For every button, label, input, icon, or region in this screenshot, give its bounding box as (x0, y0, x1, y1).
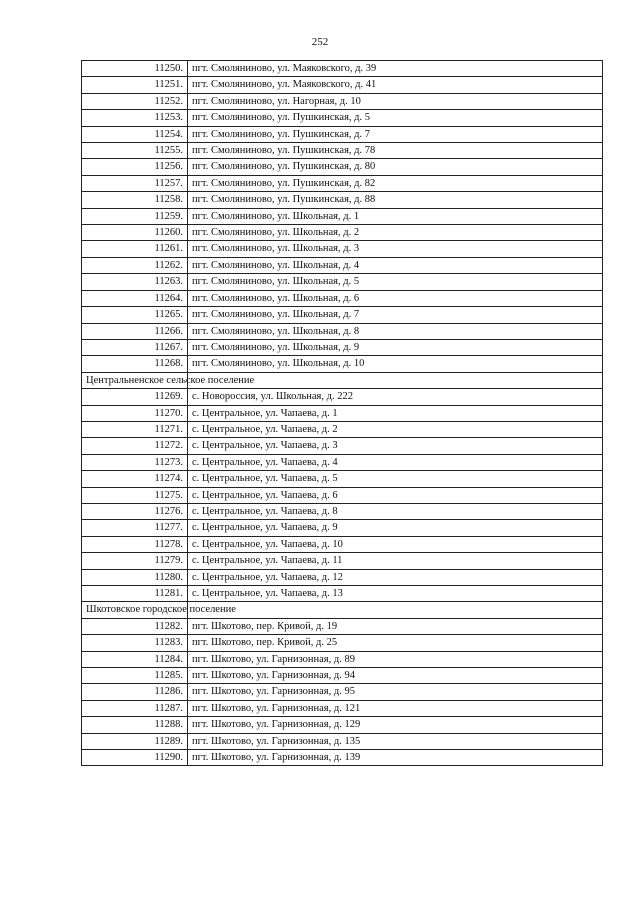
table-row (82, 684, 603, 700)
row-address: пгт. Смоляниново, ул. Пушкинская, д. 78 (188, 143, 603, 159)
row-number: 11278. (82, 536, 188, 552)
table-row (82, 438, 603, 454)
section-title: Центральненское сельское поселение (82, 372, 188, 388)
row-number: 11285. (82, 668, 188, 684)
table-row (82, 668, 603, 684)
row-address: пгт. Смоляниново, ул. Школьная, д. 1 (188, 208, 603, 224)
row-address: пгт. Смоляниново, ул. Школьная, д. 6 (188, 290, 603, 306)
section-header-row (82, 372, 603, 388)
row-address: с. Центральное, ул. Чапаева, д. 1 (188, 405, 603, 421)
table-row (82, 126, 603, 142)
row-address: пгт. Смоляниново, ул. Школьная, д. 5 (188, 274, 603, 290)
row-address: пгт. Смоляниново, ул. Нагорная, д. 10 (188, 93, 603, 109)
row-number: 11258. (82, 192, 188, 208)
row-address: пгт. Смоляниново, ул. Пушкинская, д. 7 (188, 126, 603, 142)
row-number: 11272. (82, 438, 188, 454)
row-number: 11268. (82, 356, 188, 372)
row-number: 11274. (82, 471, 188, 487)
table-row (82, 77, 603, 93)
row-address: пгт. Смоляниново, ул. Школьная, д. 8 (188, 323, 603, 339)
table-row (82, 503, 603, 519)
row-number: 11284. (82, 651, 188, 667)
table-row (82, 618, 603, 634)
row-address: с. Центральное, ул. Чапаева, д. 2 (188, 421, 603, 437)
table-row (82, 274, 603, 290)
row-number: 11275. (82, 487, 188, 503)
row-address: с. Центральное, ул. Чапаева, д. 9 (188, 520, 603, 536)
table-row (82, 487, 603, 503)
row-address: пгт. Смоляниново, ул. Школьная, д. 4 (188, 257, 603, 273)
row-number: 11251. (82, 77, 188, 93)
row-address: пгт. Шкотово, ул. Гарнизонная, д. 95 (188, 684, 603, 700)
row-number: 11262. (82, 257, 188, 273)
row-address: пгт. Смоляниново, ул. Маяковского, д. 41 (188, 77, 603, 93)
row-number: 11267. (82, 339, 188, 355)
table-row (82, 389, 603, 405)
row-address: пгт. Смоляниново, ул. Школьная, д. 2 (188, 225, 603, 241)
table-row (82, 257, 603, 273)
row-address: с. Центральное, ул. Чапаева, д. 3 (188, 438, 603, 454)
row-address: пгт. Шкотово, ул. Гарнизонная, д. 129 (188, 717, 603, 733)
row-address: пгт. Шкотово, ул. Гарнизонная, д. 139 (188, 750, 603, 766)
table-row (82, 143, 603, 159)
row-number: 11255. (82, 143, 188, 159)
section-header-row (82, 602, 603, 618)
row-address: пгт. Шкотово, ул. Гарнизонная, д. 135 (188, 733, 603, 749)
table-row (82, 700, 603, 716)
table-row (82, 733, 603, 749)
row-address: пгт. Смоляниново, ул. Школьная, д. 10 (188, 356, 603, 372)
row-address: пгт. Смоляниново, ул. Школьная, д. 7 (188, 307, 603, 323)
page-number: 252 (311, 36, 329, 48)
row-number: 11287. (82, 700, 188, 716)
row-number: 11281. (82, 586, 188, 602)
row-number: 11257. (82, 175, 188, 191)
row-number: 11266. (82, 323, 188, 339)
table-row (82, 290, 603, 306)
table-row (82, 750, 603, 766)
table-row (82, 307, 603, 323)
row-number: 11283. (82, 635, 188, 651)
table-row (82, 454, 603, 470)
row-number: 11289. (82, 733, 188, 749)
row-address: с. Центральное, ул. Чапаева, д. 4 (188, 454, 603, 470)
row-number: 11261. (82, 241, 188, 257)
table-row (82, 586, 603, 602)
table-row (82, 93, 603, 109)
row-address: пгт. Смоляниново, ул. Пушкинская, д. 82 (188, 175, 603, 191)
address-table-body (82, 61, 603, 766)
table-row (82, 520, 603, 536)
table-row (82, 159, 603, 175)
section-empty-cell (188, 602, 603, 618)
table-row (82, 536, 603, 552)
row-number: 11259. (82, 208, 188, 224)
row-number: 11280. (82, 569, 188, 585)
table-row (82, 192, 603, 208)
table-row (82, 225, 603, 241)
table-row (82, 356, 603, 372)
row-address: с. Центральное, ул. Чапаева, д. 12 (188, 569, 603, 585)
row-number: 11252. (82, 93, 188, 109)
table-row (82, 175, 603, 191)
table-row (82, 569, 603, 585)
row-address: с. Новороссия, ул. Школьная, д. 222 (188, 389, 603, 405)
row-number: 11290. (82, 750, 188, 766)
row-number: 11256. (82, 159, 188, 175)
row-address: с. Центральное, ул. Чапаева, д. 11 (188, 553, 603, 569)
table-row (82, 471, 603, 487)
table-row (82, 241, 603, 257)
row-number: 11286. (82, 684, 188, 700)
row-number: 11265. (82, 307, 188, 323)
row-number: 11288. (82, 717, 188, 733)
table-row (82, 61, 603, 77)
table-row (82, 421, 603, 437)
row-number: 11269. (82, 389, 188, 405)
row-number: 11276. (82, 503, 188, 519)
table-row (82, 553, 603, 569)
table-row (82, 323, 603, 339)
table-row (82, 651, 603, 667)
row-address: пгт. Шкотово, ул. Гарнизонная, д. 94 (188, 668, 603, 684)
row-number: 11273. (82, 454, 188, 470)
row-number: 11253. (82, 110, 188, 126)
row-address: с. Центральное, ул. Чапаева, д. 5 (188, 471, 603, 487)
table-row (82, 405, 603, 421)
row-address: пгт. Шкотово, ул. Гарнизонная, д. 89 (188, 651, 603, 667)
row-address: пгт. Шкотово, ул. Гарнизонная, д. 121 (188, 700, 603, 716)
row-address: с. Центральное, ул. Чапаева, д. 8 (188, 503, 603, 519)
row-address: пгт. Смоляниново, ул. Пушкинская, д. 80 (188, 159, 603, 175)
row-number: 11254. (82, 126, 188, 142)
row-number: 11263. (82, 274, 188, 290)
row-number: 11277. (82, 520, 188, 536)
row-address: с. Центральное, ул. Чапаева, д. 13 (188, 586, 603, 602)
section-title: Шкотовское городское поселение (82, 602, 188, 618)
row-address: пгт. Шкотово, пер. Кривой, д. 19 (188, 618, 603, 634)
row-number: 11250. (82, 61, 188, 77)
row-number: 11260. (82, 225, 188, 241)
table-row (82, 339, 603, 355)
table-row (82, 717, 603, 733)
row-number: 11270. (82, 405, 188, 421)
table-row (82, 635, 603, 651)
row-address: с. Центральное, ул. Чапаева, д. 10 (188, 536, 603, 552)
row-address: с. Центральное, ул. Чапаева, д. 6 (188, 487, 603, 503)
row-address: пгт. Смоляниново, ул. Маяковского, д. 39 (188, 61, 603, 77)
row-number: 11264. (82, 290, 188, 306)
row-number: 11282. (82, 618, 188, 634)
row-number: 11279. (82, 553, 188, 569)
row-address: пгт. Смоляниново, ул. Пушкинская, д. 88 (188, 192, 603, 208)
address-table (81, 60, 603, 766)
row-address: пгт. Смоляниново, ул. Школьная, д. 9 (188, 339, 603, 355)
table-row (82, 110, 603, 126)
row-address: пгт. Шкотово, пер. Кривой, д. 25 (188, 635, 603, 651)
row-address: пгт. Смоляниново, ул. Школьная, д. 3 (188, 241, 603, 257)
row-number: 11271. (82, 421, 188, 437)
row-address: пгт. Смоляниново, ул. Пушкинская, д. 5 (188, 110, 603, 126)
table-row (82, 208, 603, 224)
